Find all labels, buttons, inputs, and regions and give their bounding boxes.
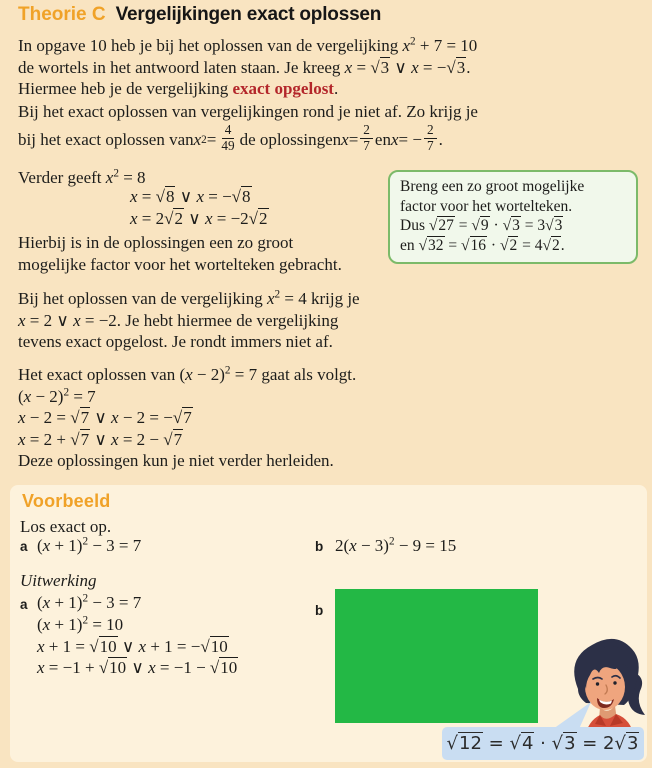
- page-header: [18, 4, 381, 26]
- worked-example-paragraph: [18, 364, 356, 472]
- text-line: tevens exact opgelost. Je rondt immers niet af.: [18, 332, 333, 351]
- example-intro: Los exact op.: [20, 517, 112, 536]
- text-line: In opgave 10 heb je bij het oplossen van de vergelijking $x^2 + 7 = 10$: [18, 35, 478, 55]
- hint-line: factor voor het wortelteken.: [400, 197, 573, 215]
- covered-answer-area[interactable]: [335, 589, 538, 723]
- math-step: x = √8 ∨ x = −√8: [130, 187, 251, 206]
- text-line: Hiermee heb je de vergelijking exact opgelost.: [18, 79, 339, 98]
- text-line: x = 2 ∨ x = −2. Je hebt hiermee de vergelijking: [18, 310, 339, 330]
- example-panel: [10, 485, 647, 762]
- text-paragraph: [18, 288, 360, 353]
- math-step: x = 2√2 ∨ x = −2√2: [130, 209, 268, 228]
- page-title: Vergelijkingen exact oplossen: [115, 4, 382, 25]
- intro-paragraph: [18, 35, 477, 100]
- solution-a-steps: [37, 592, 238, 679]
- speech-bubble: [442, 727, 644, 760]
- text-line: Bij het oplossen van de vergelijking $x^2 = 4$ krijg je: [18, 288, 360, 308]
- math-step: x = 2 + √7 ∨ x = 2 − √7: [18, 429, 183, 449]
- item-a-formula: $(x + 1)^2 - 3 = 7$: [37, 535, 142, 555]
- hint-line: Dus √27 = √9 · √3 = 3√3: [400, 217, 563, 234]
- math-step: x = −1 + √10 ∨ x = −1 − √10: [37, 658, 238, 678]
- hint-box: [388, 170, 638, 264]
- solution-heading: Uitwerking: [20, 571, 97, 590]
- example-heading: Voorbeeld: [22, 491, 111, 511]
- item-a-label: a: [20, 539, 28, 554]
- solution-a-label: a: [20, 597, 28, 612]
- text-paragraph: [18, 232, 342, 275]
- fraction-line: bij het exact oplossen van x 2 = 4 49 de oplossingen x = 2 7 en x = − 2 7 .: [18, 121, 443, 153]
- math-step: $(x + 1)^2 - 3 = 7$: [37, 592, 142, 612]
- text-line: Hierbij is in de oplossingen een zo groot: [18, 233, 294, 252]
- text-line: Het exact oplossen van $(x - 2)^2 = 7$ gaat als volgt.: [18, 364, 357, 384]
- text-line: de wortels in het antwoord laten staan. Je kreeg x = √3 ∨ x = −√3.: [18, 57, 471, 77]
- solution-b-label: b: [315, 603, 324, 618]
- section-kicker: Theorie C: [18, 4, 106, 25]
- math-step: x − 2 = √7 ∨ x − 2 = −√7: [18, 408, 192, 427]
- speech-bubble-formula: √12 = √4 · √3 = 2√3: [446, 733, 639, 754]
- math-step: $(x - 2)^2 = 7$: [18, 385, 96, 406]
- text-line: Verder geeft $x^2 = 8$: [18, 167, 146, 187]
- hint-line: en √32 = √16 · √2 = 4√2.: [400, 236, 565, 254]
- text-line: mogelijke factor voor het wortelteken gebracht.: [18, 254, 342, 274]
- speech-bubble-tail: [551, 702, 595, 729]
- math-step: $(x + 1)^2 = 10$: [37, 614, 124, 634]
- item-b-label: b: [315, 539, 324, 554]
- text-line: Deze oplossingen kun je niet verder herleiden.: [18, 451, 334, 470]
- text-line: Bij het exact oplossen van vergelijkingen rond je niet af. Zo krijg je: [18, 102, 478, 121]
- item-b-formula: $2(x - 3)^2 - 9 = 15$: [335, 535, 457, 555]
- math-step: x + 1 = √10 ∨ x + 1 = −√10: [37, 636, 228, 656]
- hint-line: Breng een zo groot mogelijke: [400, 178, 585, 195]
